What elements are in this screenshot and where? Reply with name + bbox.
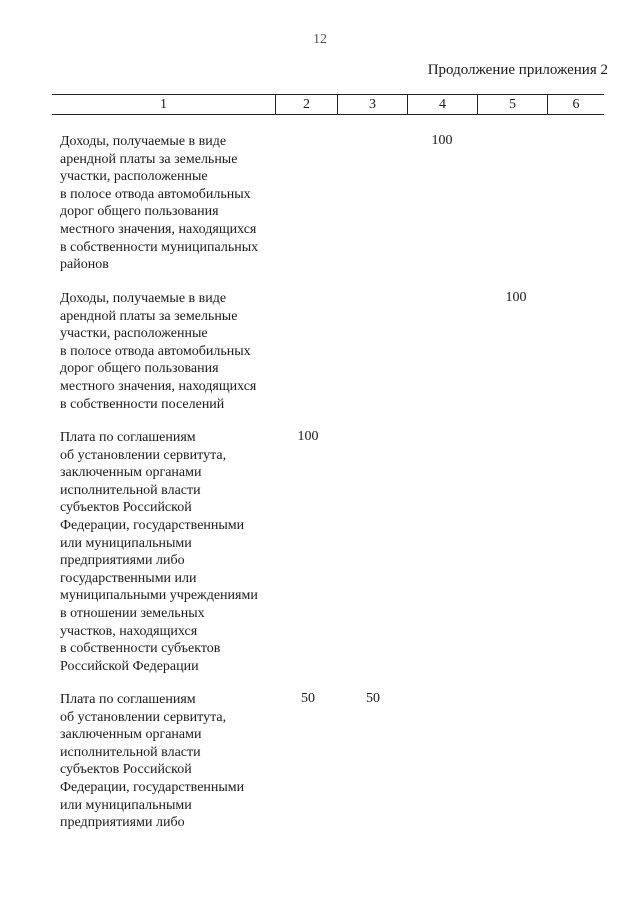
column-header-2: 2 [276, 95, 338, 114]
table-row-description: Доходы, получаемые в виде арендной платы за земельные участки, расположенные в полосе отвода автомобильных дорог общего пользования местного значения, находящихся в собственности муниципальных районов [60, 134, 259, 273]
table-row-value-col2: 50 [301, 691, 315, 706]
continuation-title: Продолжение приложения 2 [427, 62, 608, 78]
table-header [52, 94, 604, 115]
page-number: 12 [313, 32, 327, 47]
column-header-3: 3 [338, 95, 408, 114]
column-header-4: 4 [408, 95, 478, 114]
table-row-value-col5: 100 [505, 290, 527, 305]
column-header-5: 5 [478, 95, 548, 114]
table-row-description: Плата по соглашениям об установлении сервитута, заключенным органами исполнительной власти субъектов Российской Федерации, государственными или муниципальными предприятиями либо [60, 692, 245, 831]
table-row-value-col3: 50 [366, 691, 380, 706]
table-row-description: Плата по соглашениям об установлении сервитута, заключенным органами исполнительной власти субъектов Российской Федерации, государственными или муниципальными предприятиями либо государственными или муниципальными учреждениями в отношении земельных участков, находящихся в собственности субъектов Российской Федерации [60, 430, 258, 674]
column-header-1: 1 [52, 95, 276, 114]
column-header-6: 6 [572, 97, 580, 112]
table-row-description: Доходы, получаемые в виде арендной платы за земельные участки, расположенные в полосе отвода автомобильных дорог общего пользования местного значения, находящихся в собственности поселений [60, 291, 257, 412]
table-row-value-col4: 100 [431, 133, 453, 148]
table-row-value-col2: 100 [297, 429, 319, 444]
